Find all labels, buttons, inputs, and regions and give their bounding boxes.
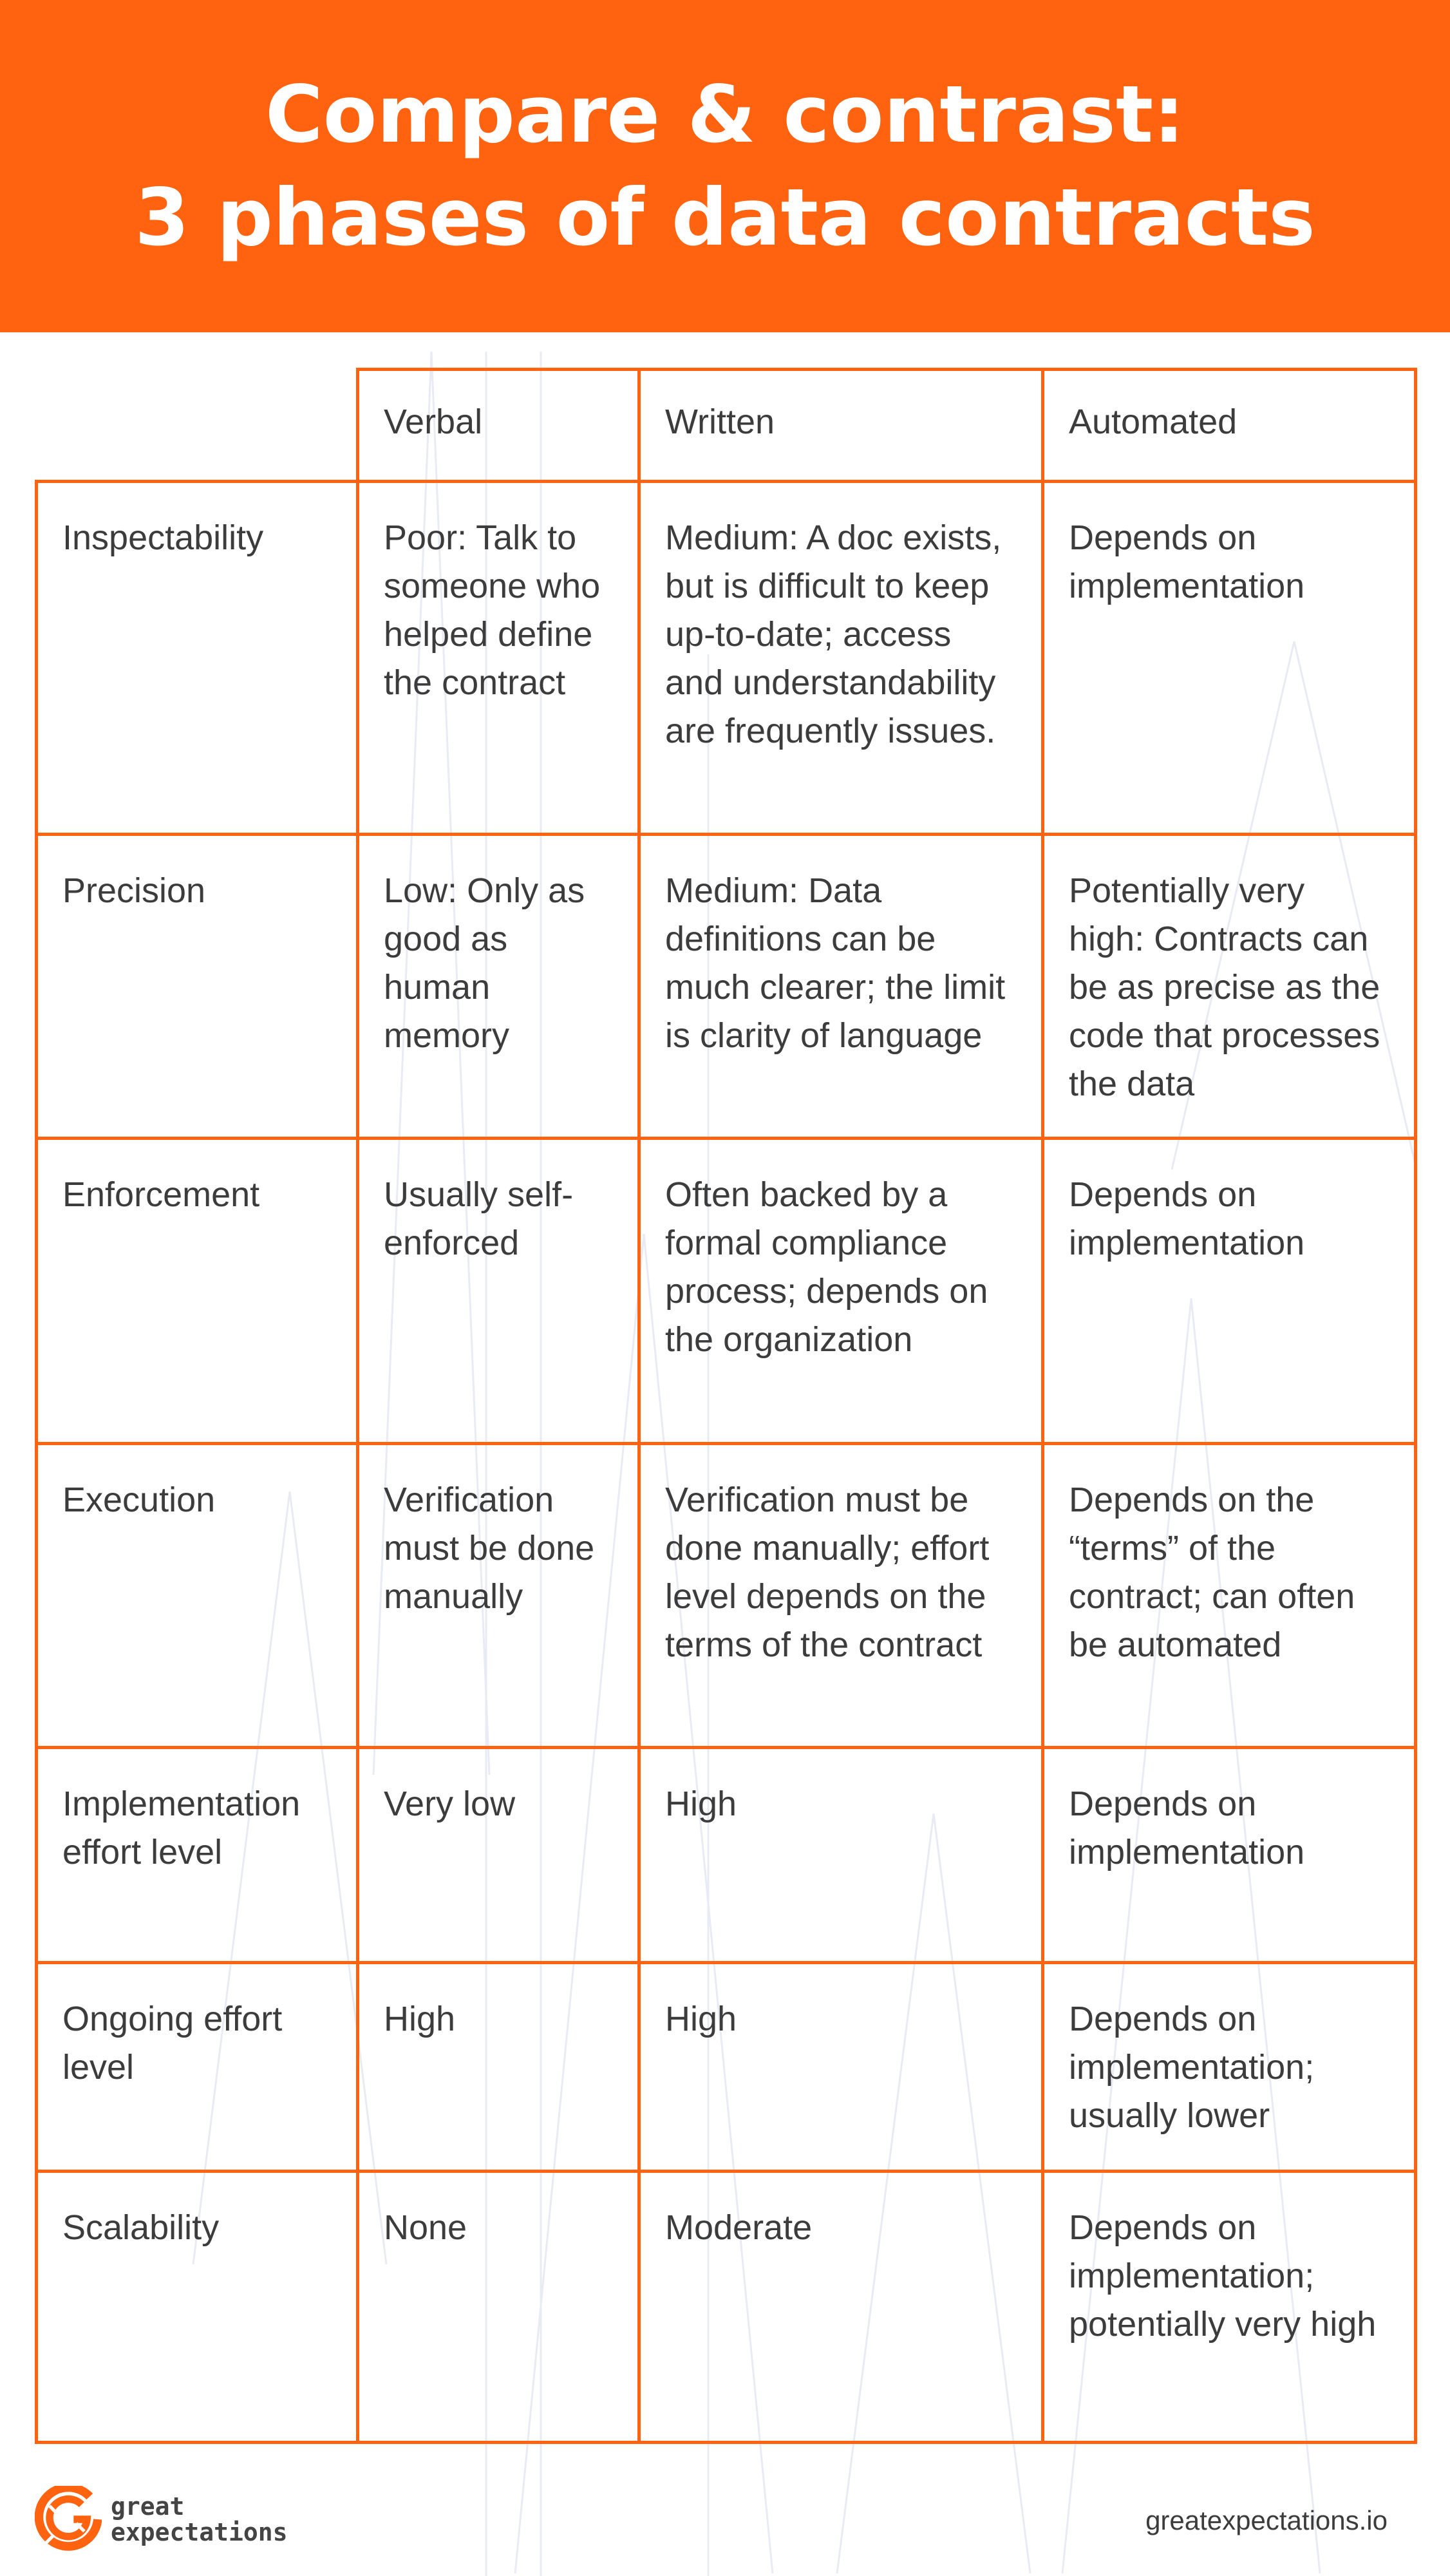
logo-text-great: great xyxy=(111,2492,185,2521)
row-label: Execution xyxy=(37,1444,358,1748)
table-cell: Depends on implementation xyxy=(1043,1748,1416,1963)
row-label: Precision xyxy=(37,835,358,1139)
row-label: Inspectability xyxy=(37,482,358,835)
column-header-verbal: Verbal xyxy=(358,370,639,482)
row-label: Scalability xyxy=(37,2172,358,2443)
table-cell: Poor: Talk to someone who helped define the contract xyxy=(358,482,639,835)
comparison-table xyxy=(35,368,1417,2444)
table-cell: Depends on implementation; potentially very high xyxy=(1043,2172,1416,2443)
table-row xyxy=(37,1748,1416,1963)
title-banner xyxy=(0,0,1450,332)
table-cell: Often backed by a formal compliance process; depends on the organization xyxy=(639,1139,1043,1444)
table-row xyxy=(37,482,1416,835)
table-cell: Medium: Data definitions can be much clearer; the limit is clarity of language xyxy=(639,835,1043,1139)
table-cell: High xyxy=(639,1748,1043,1963)
table-row xyxy=(37,2172,1416,2443)
empty-corner-cell xyxy=(37,370,358,482)
logo-text-expectations: expectations xyxy=(111,2518,288,2546)
column-header-written: Written xyxy=(639,370,1043,482)
table-cell: Depends on implementation xyxy=(1043,1139,1416,1444)
table-cell: Depends on the “terms” of the contract; can often be automated xyxy=(1043,1444,1416,1748)
table-cell: None xyxy=(358,2172,639,2443)
title-line-2: 3 phases of data contracts xyxy=(135,172,1315,263)
table-cell: High xyxy=(358,1963,639,2172)
table-cell: Potentially very high: Contracts can be as precise as the code that processes the data xyxy=(1043,835,1416,1139)
table-row xyxy=(37,1444,1416,1748)
table-cell: Very low xyxy=(358,1748,639,1963)
table-cell: Usually self-enforced xyxy=(358,1139,639,1444)
table-cell: Moderate xyxy=(639,2172,1043,2443)
table-cell: Depends on implementation xyxy=(1043,482,1416,835)
row-label: Ongoing effort level xyxy=(37,1963,358,2172)
table-cell: Verification must be done manually; effort level depends on the terms of the contract xyxy=(639,1444,1043,1748)
column-header-automated: Automated xyxy=(1043,370,1416,482)
table-header-row xyxy=(37,370,1416,482)
table-cell: Verification must be done manually xyxy=(358,1444,639,1748)
table-row xyxy=(37,1963,1416,2172)
website-url[interactable]: greatexpectations.io xyxy=(1145,2505,1388,2535)
great-expectations-logo xyxy=(35,2486,288,2553)
row-label: Implementation effort level xyxy=(37,1748,358,1963)
table-row xyxy=(37,835,1416,1139)
title-line-1: Compare & contrast: xyxy=(265,69,1185,160)
table-cell: High xyxy=(639,1963,1043,2172)
logo-g-icon xyxy=(35,2486,102,2553)
table-row xyxy=(37,1139,1416,1444)
table-cell: Medium: A doc exists, but is difficult to keep up-to-date; access and understandability are frequently issues. xyxy=(639,482,1043,835)
row-label: Enforcement xyxy=(37,1139,358,1444)
table-cell: Depends on implementation; usually lower xyxy=(1043,1963,1416,2172)
table-cell: Low: Only as good as human memory xyxy=(358,835,639,1139)
